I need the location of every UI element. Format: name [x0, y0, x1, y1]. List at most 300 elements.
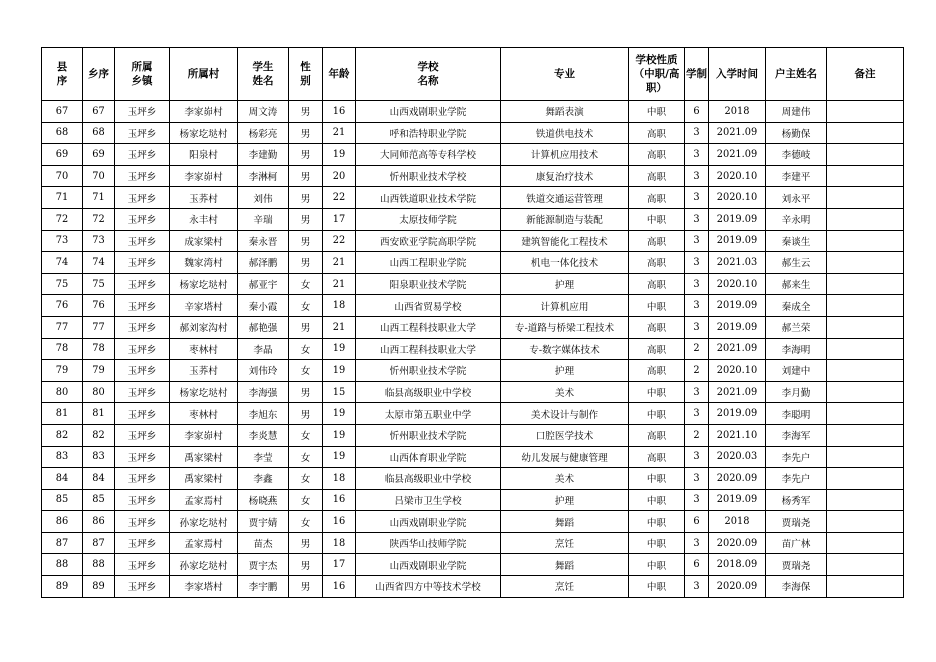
cell-school: 山西省贸易学校 — [356, 295, 501, 317]
cell-school-type: 高职 — [629, 230, 685, 252]
cell-town: 玉坪乡 — [115, 187, 170, 209]
cell-age: 21 — [323, 273, 356, 295]
cell-school-type: 中职 — [629, 532, 685, 554]
cell-school-type: 高职 — [629, 273, 685, 295]
cell-gender: 女 — [289, 338, 323, 360]
cell-student-name: 刘伟玲 — [238, 360, 289, 382]
cell-gender: 女 — [289, 424, 323, 446]
cell-county-no: 67 — [42, 101, 83, 123]
cell-age: 16 — [323, 576, 356, 598]
cell-duration: 3 — [685, 532, 709, 554]
cell-enroll-date: 2020.10 — [709, 360, 766, 382]
cell-school: 山西工程科技职业大学 — [356, 338, 501, 360]
cell-major: 舞蹈表演 — [501, 101, 629, 123]
cell-duration: 3 — [685, 489, 709, 511]
cell-major: 铁道供电技术 — [501, 122, 629, 144]
cell-duration: 2 — [685, 360, 709, 382]
table-row — [42, 532, 904, 554]
cell-school-type: 中职 — [629, 576, 685, 598]
cell-village: 孟家焉村 — [170, 532, 238, 554]
cell-village: 杨家圪垯村 — [170, 122, 238, 144]
cell-gender: 男 — [289, 101, 323, 123]
cell-village: 杨家圪垯村 — [170, 381, 238, 403]
cell-town-no: 74 — [83, 252, 115, 274]
table-row — [42, 576, 904, 598]
cell-school: 大同师范高等专科学校 — [356, 144, 501, 166]
header-town: 所属 乡镇 — [115, 48, 170, 101]
cell-duration: 3 — [685, 122, 709, 144]
header-householder: 户主姓名 — [766, 48, 827, 101]
cell-school-type: 高职 — [629, 360, 685, 382]
cell-age: 22 — [323, 187, 356, 209]
cell-town: 玉坪乡 — [115, 554, 170, 576]
cell-gender: 男 — [289, 576, 323, 598]
cell-householder: 杨勤保 — [766, 122, 827, 144]
cell-duration: 3 — [685, 316, 709, 338]
cell-enroll-date: 2019.09 — [709, 316, 766, 338]
cell-school: 山西体育职业学院 — [356, 446, 501, 468]
header-school-type: 学校性质 （中职/高 职） — [629, 48, 685, 101]
cell-student-name: 周文涛 — [238, 101, 289, 123]
cell-school-type: 中职 — [629, 381, 685, 403]
cell-town-no: 82 — [83, 424, 115, 446]
cell-enroll-date: 2020.10 — [709, 165, 766, 187]
cell-duration: 6 — [685, 511, 709, 533]
cell-age: 15 — [323, 381, 356, 403]
cell-county-no: 71 — [42, 187, 83, 209]
cell-major: 幼儿发展与健康管理 — [501, 446, 629, 468]
cell-major: 烹饪 — [501, 576, 629, 598]
cell-major: 美术设计与制作 — [501, 403, 629, 425]
cell-householder: 杨秀军 — [766, 489, 827, 511]
cell-student-name: 李宇鹏 — [238, 576, 289, 598]
cell-school: 山西戏剧职业学院 — [356, 101, 501, 123]
cell-duration: 3 — [685, 446, 709, 468]
cell-student-name: 李鑫 — [238, 468, 289, 490]
cell-town: 玉坪乡 — [115, 101, 170, 123]
cell-town-no: 86 — [83, 511, 115, 533]
cell-householder: 李海军 — [766, 424, 827, 446]
cell-age: 17 — [323, 208, 356, 230]
cell-town: 玉坪乡 — [115, 295, 170, 317]
cell-school-type: 高职 — [629, 338, 685, 360]
cell-remarks — [827, 230, 904, 252]
cell-county-no: 81 — [42, 403, 83, 425]
cell-town: 玉坪乡 — [115, 144, 170, 166]
cell-town: 玉坪乡 — [115, 424, 170, 446]
header-major: 专业 — [501, 48, 629, 101]
cell-duration: 2 — [685, 424, 709, 446]
cell-town-no: 71 — [83, 187, 115, 209]
cell-town-no: 81 — [83, 403, 115, 425]
cell-county-no: 86 — [42, 511, 83, 533]
cell-enroll-date: 2019.09 — [709, 295, 766, 317]
cell-county-no: 73 — [42, 230, 83, 252]
cell-duration: 3 — [685, 187, 709, 209]
cell-town: 玉坪乡 — [115, 360, 170, 382]
cell-town-no: 77 — [83, 316, 115, 338]
cell-major: 口腔医学技术 — [501, 424, 629, 446]
cell-county-no: 75 — [42, 273, 83, 295]
cell-town-no: 75 — [83, 273, 115, 295]
cell-gender: 男 — [289, 252, 323, 274]
cell-town: 玉坪乡 — [115, 468, 170, 490]
cell-village: 孙家圪垯村 — [170, 554, 238, 576]
cell-town: 玉坪乡 — [115, 338, 170, 360]
cell-enroll-date: 2020.09 — [709, 532, 766, 554]
cell-student-name: 李海强 — [238, 381, 289, 403]
cell-age: 16 — [323, 101, 356, 123]
cell-duration: 3 — [685, 381, 709, 403]
cell-village: 郝刘家沟村 — [170, 316, 238, 338]
cell-age: 20 — [323, 165, 356, 187]
cell-duration: 3 — [685, 403, 709, 425]
cell-town: 玉坪乡 — [115, 122, 170, 144]
cell-gender: 女 — [289, 295, 323, 317]
cell-county-no: 80 — [42, 381, 83, 403]
cell-householder: 刘建中 — [766, 360, 827, 382]
cell-remarks — [827, 360, 904, 382]
cell-gender: 男 — [289, 403, 323, 425]
cell-county-no: 79 — [42, 360, 83, 382]
cell-school-type: 高职 — [629, 446, 685, 468]
cell-age: 19 — [323, 338, 356, 360]
cell-remarks — [827, 208, 904, 230]
cell-age: 19 — [323, 424, 356, 446]
table-row — [42, 187, 904, 209]
cell-village: 李家峁村 — [170, 424, 238, 446]
cell-remarks — [827, 403, 904, 425]
cell-age: 17 — [323, 554, 356, 576]
cell-enroll-date: 2020.09 — [709, 468, 766, 490]
cell-householder: 李建平 — [766, 165, 827, 187]
cell-duration: 3 — [685, 144, 709, 166]
cell-town: 玉坪乡 — [115, 532, 170, 554]
header-row — [42, 48, 904, 101]
cell-county-no: 77 — [42, 316, 83, 338]
cell-remarks — [827, 381, 904, 403]
cell-enroll-date: 2019.09 — [709, 489, 766, 511]
header-school: 学校 名称 — [356, 48, 501, 101]
cell-village: 玉荞村 — [170, 187, 238, 209]
cell-remarks — [827, 295, 904, 317]
cell-remarks — [827, 576, 904, 598]
cell-school: 山西工程职业学院 — [356, 252, 501, 274]
cell-school: 山西工程科技职业大学 — [356, 316, 501, 338]
cell-remarks — [827, 468, 904, 490]
cell-age: 22 — [323, 230, 356, 252]
cell-school-type: 高职 — [629, 165, 685, 187]
cell-town: 玉坪乡 — [115, 489, 170, 511]
cell-county-no: 78 — [42, 338, 83, 360]
cell-major: 舞蹈 — [501, 511, 629, 533]
cell-remarks — [827, 338, 904, 360]
cell-school-type: 中职 — [629, 295, 685, 317]
table-row — [42, 511, 904, 533]
cell-school: 临县高级职业中学校 — [356, 468, 501, 490]
cell-enroll-date: 2021.03 — [709, 252, 766, 274]
cell-householder: 李月勤 — [766, 381, 827, 403]
cell-householder: 周建伟 — [766, 101, 827, 123]
cell-gender: 男 — [289, 122, 323, 144]
cell-school: 呼和浩特职业学院 — [356, 122, 501, 144]
cell-remarks — [827, 489, 904, 511]
cell-school-type: 中职 — [629, 101, 685, 123]
cell-gender: 女 — [289, 468, 323, 490]
cell-age: 19 — [323, 403, 356, 425]
cell-age: 19 — [323, 144, 356, 166]
cell-school-type: 高职 — [629, 316, 685, 338]
cell-age: 19 — [323, 446, 356, 468]
cell-age: 16 — [323, 511, 356, 533]
cell-county-no: 89 — [42, 576, 83, 598]
cell-householder: 辛永明 — [766, 208, 827, 230]
cell-householder: 苗广林 — [766, 532, 827, 554]
cell-school: 山西省四方中等技术学校 — [356, 576, 501, 598]
cell-remarks — [827, 101, 904, 123]
cell-remarks — [827, 252, 904, 274]
cell-age: 16 — [323, 489, 356, 511]
cell-remarks — [827, 424, 904, 446]
cell-student-name: 李淋柯 — [238, 165, 289, 187]
cell-county-no: 69 — [42, 144, 83, 166]
cell-village: 孟家焉村 — [170, 489, 238, 511]
cell-school: 山西戏剧职业学院 — [356, 511, 501, 533]
table-row — [42, 468, 904, 490]
cell-town: 玉坪乡 — [115, 403, 170, 425]
cell-school: 忻州职业技术学校 — [356, 165, 501, 187]
cell-householder: 贾瑞尧 — [766, 511, 827, 533]
cell-student-name: 贾宇婧 — [238, 511, 289, 533]
cell-remarks — [827, 165, 904, 187]
header-village: 所属村 — [170, 48, 238, 101]
cell-age: 21 — [323, 252, 356, 274]
cell-householder: 秦成全 — [766, 295, 827, 317]
cell-householder: 李海保 — [766, 576, 827, 598]
cell-gender: 男 — [289, 554, 323, 576]
cell-village: 阳泉村 — [170, 144, 238, 166]
cell-duration: 3 — [685, 252, 709, 274]
cell-major: 铁道交通运营管理 — [501, 187, 629, 209]
cell-town-no: 83 — [83, 446, 115, 468]
cell-major: 计算机应用 — [501, 295, 629, 317]
cell-village: 永丰村 — [170, 208, 238, 230]
cell-student-name: 贾宇杰 — [238, 554, 289, 576]
cell-school-type: 中职 — [629, 403, 685, 425]
cell-village: 魏家湾村 — [170, 252, 238, 274]
table-row — [42, 554, 904, 576]
cell-remarks — [827, 511, 904, 533]
cell-school-type: 中职 — [629, 208, 685, 230]
cell-village: 李家塔村 — [170, 576, 238, 598]
cell-gender: 男 — [289, 144, 323, 166]
cell-student-name: 郝亚宇 — [238, 273, 289, 295]
cell-student-name: 李炎慧 — [238, 424, 289, 446]
cell-school-type: 高职 — [629, 252, 685, 274]
cell-enroll-date: 2019.09 — [709, 208, 766, 230]
cell-age: 21 — [323, 122, 356, 144]
cell-major: 建筑智能化工程技术 — [501, 230, 629, 252]
cell-student-name: 辛瑞 — [238, 208, 289, 230]
cell-town: 玉坪乡 — [115, 230, 170, 252]
cell-town: 玉坪乡 — [115, 511, 170, 533]
table-row — [42, 316, 904, 338]
cell-gender: 男 — [289, 187, 323, 209]
cell-county-no: 88 — [42, 554, 83, 576]
cell-major: 美术 — [501, 381, 629, 403]
cell-age: 19 — [323, 360, 356, 382]
cell-age: 21 — [323, 316, 356, 338]
cell-major: 机电一体化技术 — [501, 252, 629, 274]
cell-enroll-date: 2021.09 — [709, 122, 766, 144]
cell-age: 18 — [323, 532, 356, 554]
cell-enroll-date: 2019.09 — [709, 230, 766, 252]
cell-school: 陕西华山技师学院 — [356, 532, 501, 554]
cell-student-name: 杨晓燕 — [238, 489, 289, 511]
cell-county-no: 68 — [42, 122, 83, 144]
cell-school: 忻州职业技术学院 — [356, 424, 501, 446]
cell-enroll-date: 2021.09 — [709, 381, 766, 403]
cell-town-no: 80 — [83, 381, 115, 403]
cell-village: 禹家梁村 — [170, 446, 238, 468]
cell-major: 护理 — [501, 273, 629, 295]
cell-householder: 李海明 — [766, 338, 827, 360]
cell-remarks — [827, 316, 904, 338]
cell-town-no: 87 — [83, 532, 115, 554]
header-student-name: 学生 姓名 — [238, 48, 289, 101]
cell-duration: 3 — [685, 230, 709, 252]
cell-householder: 刘永平 — [766, 187, 827, 209]
table-body — [42, 101, 904, 598]
table-row — [42, 208, 904, 230]
cell-county-no: 72 — [42, 208, 83, 230]
cell-major: 康复治疗技术 — [501, 165, 629, 187]
cell-duration: 3 — [685, 273, 709, 295]
cell-town-no: 84 — [83, 468, 115, 490]
cell-village: 辛家塔村 — [170, 295, 238, 317]
cell-gender: 女 — [289, 511, 323, 533]
cell-town: 玉坪乡 — [115, 446, 170, 468]
cell-enroll-date: 2021.09 — [709, 338, 766, 360]
cell-enroll-date: 2019.09 — [709, 403, 766, 425]
cell-school: 忻州职业技术学院 — [356, 360, 501, 382]
cell-duration: 3 — [685, 295, 709, 317]
cell-gender: 男 — [289, 208, 323, 230]
cell-school: 西安欧亚学院高职学院 — [356, 230, 501, 252]
table-row — [42, 338, 904, 360]
cell-town-no: 79 — [83, 360, 115, 382]
cell-enroll-date: 2021.09 — [709, 144, 766, 166]
cell-village: 李家峁村 — [170, 165, 238, 187]
header-town-no: 乡序 — [83, 48, 115, 101]
table-row — [42, 252, 904, 274]
cell-county-no: 82 — [42, 424, 83, 446]
cell-enroll-date: 2020.03 — [709, 446, 766, 468]
cell-student-name: 秦小霞 — [238, 295, 289, 317]
cell-county-no: 83 — [42, 446, 83, 468]
cell-enroll-date: 2018.09 — [709, 554, 766, 576]
cell-duration: 2 — [685, 338, 709, 360]
student-roster-table — [41, 47, 904, 598]
cell-county-no: 84 — [42, 468, 83, 490]
cell-school-type: 高职 — [629, 122, 685, 144]
cell-gender: 女 — [289, 489, 323, 511]
cell-town-no: 70 — [83, 165, 115, 187]
cell-town-no: 88 — [83, 554, 115, 576]
cell-county-no: 87 — [42, 532, 83, 554]
cell-age: 18 — [323, 295, 356, 317]
cell-school: 太原技师学院 — [356, 208, 501, 230]
cell-village: 枣林村 — [170, 403, 238, 425]
cell-town: 玉坪乡 — [115, 208, 170, 230]
table-row — [42, 403, 904, 425]
table-row — [42, 230, 904, 252]
cell-town: 玉坪乡 — [115, 576, 170, 598]
table-row — [42, 122, 904, 144]
header-gender: 性 别 — [289, 48, 323, 101]
cell-village: 玉荞村 — [170, 360, 238, 382]
cell-gender: 女 — [289, 446, 323, 468]
cell-town: 玉坪乡 — [115, 316, 170, 338]
cell-remarks — [827, 273, 904, 295]
cell-town: 玉坪乡 — [115, 273, 170, 295]
cell-village: 杨家圪垯村 — [170, 273, 238, 295]
cell-major: 新能源制造与装配 — [501, 208, 629, 230]
header-remarks: 备注 — [827, 48, 904, 101]
cell-gender: 女 — [289, 360, 323, 382]
cell-school: 阳泉职业技术学院 — [356, 273, 501, 295]
cell-householder: 李先户 — [766, 468, 827, 490]
table-row — [42, 165, 904, 187]
cell-town: 玉坪乡 — [115, 252, 170, 274]
cell-town-no: 89 — [83, 576, 115, 598]
cell-school-type: 高职 — [629, 144, 685, 166]
cell-householder: 李聪明 — [766, 403, 827, 425]
cell-remarks — [827, 554, 904, 576]
cell-remarks — [827, 446, 904, 468]
cell-gender: 男 — [289, 381, 323, 403]
cell-householder: 贾瑞尧 — [766, 554, 827, 576]
cell-enroll-date: 2020.10 — [709, 187, 766, 209]
cell-student-name: 郝艳强 — [238, 316, 289, 338]
cell-town-no: 76 — [83, 295, 115, 317]
cell-duration: 3 — [685, 468, 709, 490]
cell-remarks — [827, 532, 904, 554]
cell-enroll-date: 2020.09 — [709, 576, 766, 598]
cell-householder: 李德岐 — [766, 144, 827, 166]
cell-student-name: 秦永晋 — [238, 230, 289, 252]
cell-village: 枣林村 — [170, 338, 238, 360]
cell-school: 太原市第五职业中学 — [356, 403, 501, 425]
cell-village: 成家梁村 — [170, 230, 238, 252]
cell-householder: 郝兰荣 — [766, 316, 827, 338]
header-enroll-date: 入学时间 — [709, 48, 766, 101]
cell-major: 专-道路与桥梁工程技术 — [501, 316, 629, 338]
cell-village: 李家峁村 — [170, 101, 238, 123]
cell-county-no: 70 — [42, 165, 83, 187]
cell-town: 玉坪乡 — [115, 165, 170, 187]
cell-householder: 郝生云 — [766, 252, 827, 274]
cell-gender: 男 — [289, 230, 323, 252]
table-row — [42, 360, 904, 382]
cell-town: 玉坪乡 — [115, 381, 170, 403]
cell-town-no: 73 — [83, 230, 115, 252]
cell-student-name: 杨彩亮 — [238, 122, 289, 144]
cell-town-no: 72 — [83, 208, 115, 230]
cell-gender: 女 — [289, 273, 323, 295]
cell-student-name: 李莹 — [238, 446, 289, 468]
cell-school: 山西铁道职业技术学院 — [356, 187, 501, 209]
